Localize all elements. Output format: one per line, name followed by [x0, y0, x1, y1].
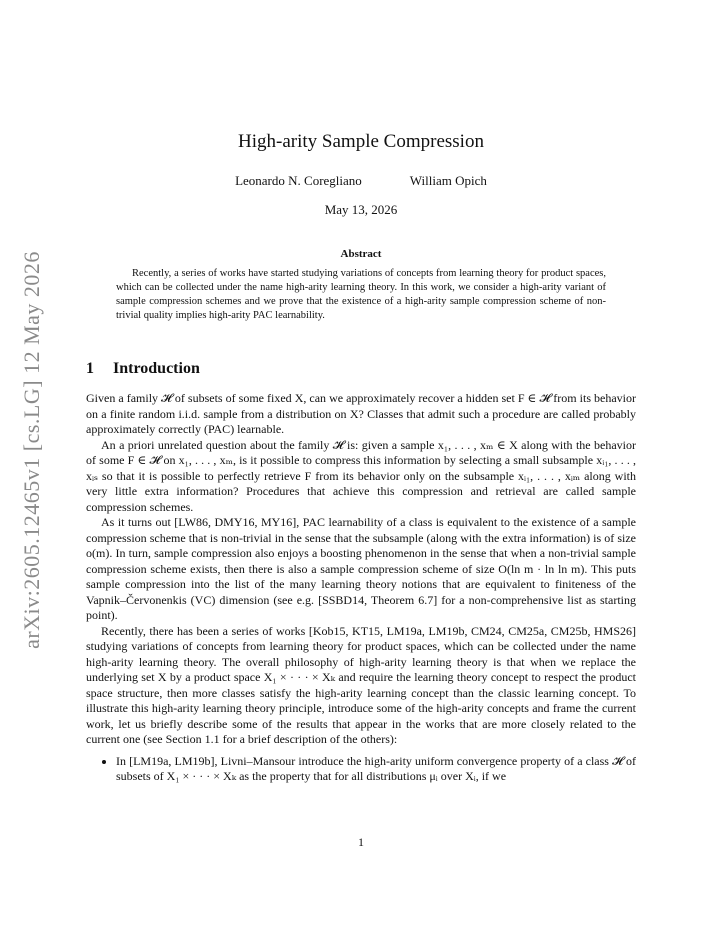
bullet-item: • In [LM19a, LM19b], Livni–Mansour introduce the high-arity uniform convergence property of a class 𝓗 of subsets of X₁ × · · · × Xₖ as the property that for all distributions μᵢ over Xᵢ, if we — [116, 754, 636, 785]
author-name: Leonardo N. Coregliano — [235, 173, 362, 188]
bullet-list — [86, 754, 636, 785]
arxiv-identifier: arXiv:2605.12465v1 [cs.LG] 12 May 2026 — [19, 251, 44, 649]
section-number: 1 — [86, 360, 94, 377]
body-paragraph: Recently, there has been a series of works [Kob15, KT15, LM19a, LM19b, CM24, CM25a, CM25b, HMS26] studying variations of concepts from learning theory for product spaces, which can be collected under the name high-arity learning theory. The overall philosophy of high-arity learning theory is that when we replace the underlying set X by a product space X₁ × · · · × Xₖ and require the learning theory concept to respect the product space structure, then more classes satisfy the high-arity learning concept than the classic learning concept. To illustrate this high-arity learning theory principle, introduce some of the high-arity concepts and frame the current work, let us briefly describe some of the results that appear in the works that are more closely related to the current one (see Section 1.1 for a brief description of the others): — [86, 623, 636, 746]
section-heading — [86, 360, 636, 378]
body-paragraph: An a priori unrelated question about the family 𝓗 is: given a sample x₁, . . . , xₘ ∈ X along with the behavior of some F ∈ 𝓗 on x₁, . . . , xₘ, is it possible to compress this information by selecting a small subsample xᵢ₁, . . . , xᵢₛ so that it is possible to perfectly retrieve F from its behavior only on the subsample xᵢ₁, . . . , xᵢₘ along with very little extra information? Procedures that achieve this compression and retrieval are called sample compression schemes. — [86, 437, 636, 514]
author-list — [86, 173, 636, 189]
paper-date: May 13, 2026 — [324, 202, 398, 217]
section-title: Introduction — [113, 360, 200, 377]
author-name: William Opich — [409, 173, 487, 188]
page-number: 1 — [358, 835, 364, 849]
arxiv-stamp — [12, 251, 52, 649]
section-body — [86, 391, 636, 785]
body-paragraph: As it turns out [LW86, DMY16, MY16], PAC learnability of a class is equivalent to the existence of a sample compression scheme that is non-trivial in the sense that the subsample (along with the extra information) is of size o(m). In turn, sample compression also enjoys a boosting phenomenon in the sense that when a non-trivial sample compression scheme exists, then there is also a sample compression scheme of size O(ln m · ln ln m). This puts sample compression into the list of the many learning theory notions that are equivalent to finiteness of the Vapnik–Červonenkis (VC) dimension (see e.g. [SSBD14, Theorem 6.7] for a non-comprehensive list as starting point). — [86, 515, 636, 622]
abstract-text: Recently, a series of works have started studying variations of concepts from learning theory for product spaces, which can be collected under the name high-arity learning theory. In this work, we consider a high-arity variant of sample compression schemes and we prove that the existence of a high-arity sample compression scheme of non-trivial quality implies high-arity PAC learnability. — [116, 268, 606, 321]
paper-title: High-arity Sample Compression — [238, 131, 484, 152]
abstract-heading: Abstract — [340, 248, 382, 260]
body-paragraph: Given a family 𝓗 of subsets of some fixed X, can we approximately recover a hidden set F ∈ 𝓗 from its behavior on a finite random i.i.d. sample from a distribution on X? Classes that admit such a procedure are called probably approximately correctly (PAC) learnable. — [86, 391, 636, 436]
